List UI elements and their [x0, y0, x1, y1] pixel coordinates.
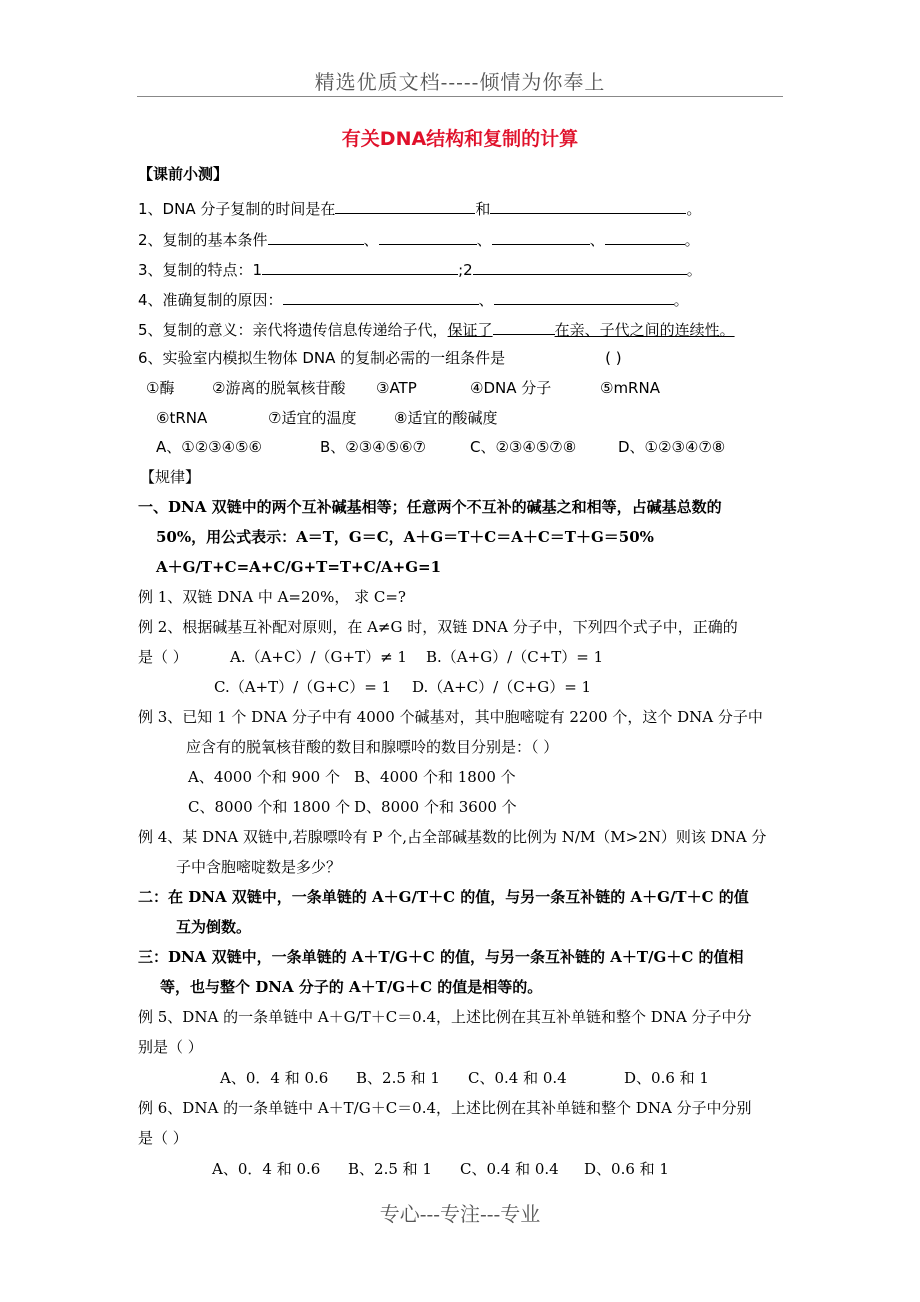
- q6-choices: [156, 437, 725, 457]
- q1-end: 。: [686, 200, 702, 218]
- question-1: [138, 197, 701, 219]
- rule-1-line-1: 一、DNA 双链中的两个互补碱基相等；任意两个不互补的碱基之和相等，占碱基总数的: [138, 498, 722, 516]
- q4-blank-2: [494, 288, 674, 305]
- q6-item: ①酶: [146, 379, 175, 397]
- q6-choice: A、①②③④⑤⑥: [156, 438, 262, 456]
- q2-sep-3: 、: [589, 231, 605, 249]
- ex2-option-d: D.（A+C）/（C+G）= 1: [412, 678, 592, 696]
- q3-sep: ;2: [458, 261, 473, 279]
- example-3-options-1: [188, 767, 516, 787]
- q1-blank-2: [490, 197, 686, 214]
- q5-underlined: [448, 321, 735, 339]
- q5-text: 5、复制的意义：亲代将遗传信息传递给子代，: [138, 321, 448, 339]
- q2-sep-2: 、: [476, 231, 492, 249]
- q6-choice: B、②③④⑤⑥⑦: [320, 438, 426, 456]
- q6-item: ④DNA 分子: [470, 379, 552, 397]
- q6-answer-paren: ( ): [605, 349, 622, 367]
- example-6-line-2: 是（ ）: [138, 1129, 188, 1147]
- q5-guarantee: 保证了: [447, 321, 493, 339]
- q5-continuity: 在亲、子代之间的连续性。: [554, 321, 735, 339]
- ex2-option-c: C.（A+T）/（G+C）= 1: [214, 678, 392, 696]
- q6-item: ⑥tRNA: [156, 409, 208, 427]
- ex6-option: B、2.5 和 1: [348, 1160, 432, 1178]
- ex3-option-b: B、4000 个和 1800 个: [354, 768, 516, 786]
- question-6: [138, 348, 622, 368]
- ex3-option-a: A、4000 个和 900 个: [188, 768, 340, 786]
- preclass-heading: 【课前小测】: [138, 165, 229, 183]
- page-footer: 专心---专注---专业: [379, 1202, 541, 1226]
- q6-choice: D、①②③④⑦⑧: [618, 438, 726, 456]
- example-5-options: [220, 1068, 709, 1088]
- ex3-option-c: C、8000 个和 1800 个: [188, 798, 351, 816]
- q2-blank-3: [492, 228, 590, 245]
- ex5-option: D、0.6 和 1: [624, 1069, 709, 1087]
- q2-blank-2: [379, 228, 477, 245]
- question-3: [138, 258, 702, 280]
- q4-blank-1: [283, 288, 479, 305]
- ex5-option: B、2.5 和 1: [356, 1069, 440, 1087]
- example-3-line-1: 例 3、已知 1 个 DNA 分子中有 4000 个碱基对，其中胞嘧啶有 2200 个，这个 DNA 分子中: [138, 708, 763, 726]
- q3-end: 。: [686, 261, 702, 279]
- q6-item: ⑧适宜的酸碱度: [394, 409, 498, 427]
- example-2-line-2: [138, 647, 603, 667]
- q4-sep: 、: [478, 291, 494, 309]
- ex6-option: D、0.6 和 1: [584, 1160, 669, 1178]
- document-title: 有关DNA结构和复制的计算: [341, 128, 579, 150]
- q6-items-row-1: [146, 378, 660, 398]
- rules-heading: 【规律】: [140, 468, 201, 486]
- rule-2-line-2: 互为倒数。: [176, 918, 252, 936]
- ex3-option-d: D、8000 个和 3600 个: [354, 798, 517, 816]
- q2-sep-1: 、: [363, 231, 379, 249]
- ex5-option: C、0.4 和 0.4: [468, 1069, 567, 1087]
- q2-end: 。: [684, 231, 700, 249]
- q6-item: ②游离的脱氧核苷酸: [212, 379, 346, 397]
- q1-text: 1、DNA 分子复制的时间是在: [138, 200, 336, 218]
- q1-blank-1: [335, 197, 475, 214]
- q6-item: ③ATP: [376, 379, 417, 397]
- example-5-line-1: 例 5、DNA 的一条单链中 A＋G/T＋C＝0.4，上述比例在其互补单链和整个 DNA 分子中分: [138, 1008, 752, 1026]
- q6-choice: C、②③④⑤⑦⑧: [470, 438, 577, 456]
- ex2-option-b: B.（A+G）/（C+T）= 1: [426, 648, 604, 666]
- q2-blank-4: [605, 228, 685, 245]
- example-6-options: [212, 1159, 669, 1179]
- ex2-paren: 是（ ）: [138, 648, 188, 666]
- ex2-option-a: A.（A+C）/（G+T）≠ 1: [230, 648, 407, 666]
- q3-text: 3、复制的特点：1: [138, 261, 263, 279]
- q6-item: ⑤mRNA: [600, 379, 660, 397]
- question-5: [138, 318, 735, 340]
- ex6-option: A、0．4 和 0.6: [212, 1160, 321, 1178]
- question-4: [138, 288, 689, 310]
- ex5-option: A、0．4 和 0.6: [220, 1069, 329, 1087]
- q4-end: 。: [673, 291, 689, 309]
- q5-blank: [493, 318, 555, 335]
- example-2-line-1: 例 2、根据碱基互补配对原则，在 A≠G 时，双链 DNA 分子中，下列四个式子中，正确的: [138, 618, 738, 636]
- q1-and: 和: [475, 200, 491, 218]
- q3-blank-1: [262, 258, 458, 275]
- example-1: 例 1、双链 DNA 中 A=20%， 求 C=?: [138, 588, 406, 606]
- q2-blank-1: [268, 228, 364, 245]
- rule-3-line-2: 等，也与整个 DNA 分子的 A＋T/G＋C 的值是相等的。: [160, 978, 543, 996]
- example-5-line-2: 别是（ ）: [138, 1038, 203, 1056]
- question-2: [138, 228, 700, 250]
- example-4-line-2: 子中含胞嘧啶数是多少？: [176, 858, 342, 876]
- example-6-line-1: 例 6、DNA 的一条单链中 A＋T/G＋C＝0.4，上述比例在其补单链和整个 DNA 分子中分别: [138, 1099, 752, 1117]
- q6-items-row-2: [156, 408, 497, 428]
- example-2-line-3: [214, 677, 591, 697]
- q3-blank-2: [473, 258, 687, 275]
- example-3-options-2: [188, 797, 517, 817]
- rule-1-line-3: A＋G/T+C=A+C/G+T=T+C/A+G=1: [156, 558, 442, 576]
- ex6-option: C、0.4 和 0.4: [460, 1160, 559, 1178]
- rule-2-line-1: 二：在 DNA 双链中，一条单链的 A＋G/T＋C 的值，与另一条互补链的 A＋G/T＋C 的值: [138, 888, 749, 906]
- page-header: 精选优质文档-----倾情为你奉上: [314, 70, 606, 94]
- q6-stem: 6、实验室内模拟生物体 DNA 的复制必需的一组条件是: [138, 349, 506, 367]
- q6-item: ⑦适宜的温度: [268, 409, 357, 427]
- rule-3-line-1: 三：DNA 双链中，一条单链的 A＋T/G＋C 的值，与另一条互补链的 A＋T/G＋C 的值相: [138, 948, 744, 966]
- rule-1-line-2: 50%，用公式表示：A＝T，G＝C，A＋G＝T＋C＝A＋C＝T＋G＝50%: [156, 528, 654, 546]
- header-rule: [137, 96, 783, 97]
- example-4-line-1: 例 4、某 DNA 双链中,若腺嘌呤有 P 个,占全部碱基数的比例为 N/M（M>2N）则该 DNA 分: [138, 828, 767, 846]
- q4-text: 4、准确复制的原因：: [138, 291, 283, 309]
- q2-text: 2、复制的基本条件: [138, 231, 268, 249]
- example-3-line-2: 应含有的脱氧核苷酸的数目和腺嘌呤的数目分别是：（ ）: [186, 738, 559, 756]
